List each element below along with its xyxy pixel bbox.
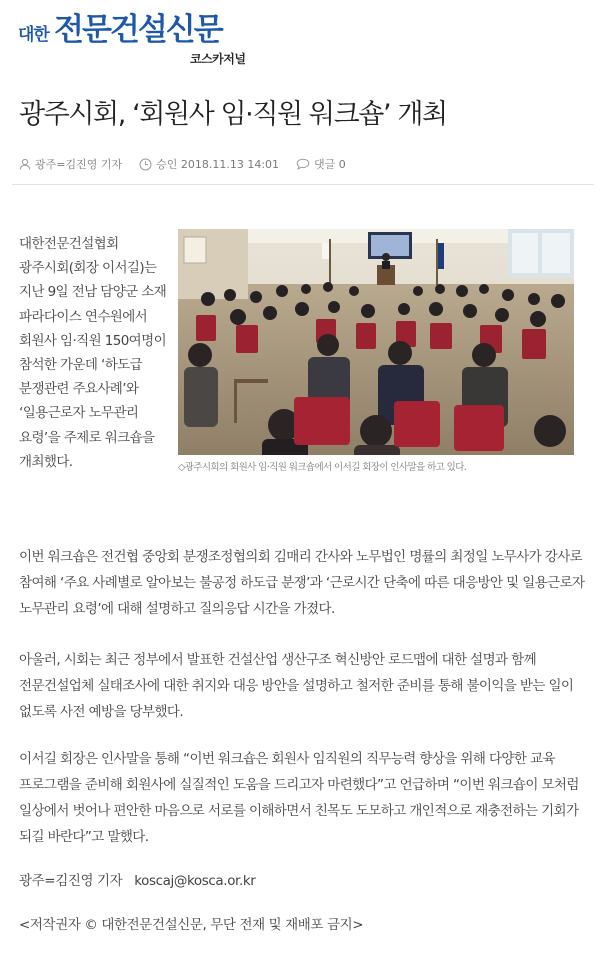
- logo-prefix: 대한: [18, 25, 49, 45]
- speech-bubble-icon: [296, 158, 310, 170]
- article-paragraph-3: 이서길 회장은 인사말을 통해 “이번 워크숍은 회원사 임직원의 직무능력 향상을 위해 다양한 교육 프로그램을 준비해 회원사에 실질적인 도움을 드리고자 마련했다”고 언급하며 “이번 워크숍이 모처럼 일상에서 벗어나 편안한 마음으로 서로를 이해하면서 친목도 도모하고 개인적으로 재충전하는 기회가 되길 바란다”고 말했다.: [19, 751, 579, 845]
- logo-title: 전문건설신문: [54, 12, 222, 48]
- masthead-logo[interactable]: [12, 10, 252, 68]
- article-paragraph-1: 이번 워크숍은 전건협 중앙회 분쟁조정협의회 김매리 간사와 노무법인 명률의 최정일 노무사가 강사로 참여해 ‘주요 사례별로 알아보는 불공정 하도급 분쟁’과 ‘근로시간 단축에 따른 대응방안 및 일용근로자 노무관리 요령’에 대해 설명하고 질의응답 시간을 가졌다.: [19, 549, 585, 617]
- meta-author-text: 광주=김진영 기자: [35, 158, 123, 171]
- article-paragraph-2: 아울러, 시회는 최근 정부에서 발표한 건설산업 생산구조 혁신방안 로드맵에 대한 설명과 함께 전문건설업체 실태조사에 대한 취지와 대응 방안을 설명하고 철저한 준비를 통해 불이익을 받는 일이 없도록 사전 예방을 당부했다.: [19, 652, 574, 720]
- header-divider: [12, 184, 594, 185]
- meta-date: [139, 156, 279, 172]
- byline-reporter: 광주=김진영 기자: [19, 873, 123, 889]
- meta-author: [19, 156, 122, 172]
- clock-icon: [139, 158, 152, 171]
- article-title: 광주시회, ‘회원사 임·직원 워크숍’ 개최: [19, 99, 447, 130]
- workshop-photo-illustration: [178, 229, 574, 455]
- article-byline: [19, 869, 263, 889]
- logo-subtitle: 코스카저널: [190, 52, 246, 66]
- meta-date-text: 승인 2018.11.13 14:01: [156, 158, 280, 171]
- article-meta: [19, 155, 363, 173]
- meta-comments[interactable]: [296, 156, 346, 172]
- article-photo[interactable]: [178, 229, 574, 455]
- meta-comments-text: 댓글 0: [314, 158, 346, 171]
- copyright-notice: <저작권자 © 대한전문건설신문, 무단 전재 및 재배포 금지>: [19, 917, 364, 933]
- article-lead-paragraph: 대한전문건설협회 광주시회(회장 이서길)는 지난 9일 전남 담양군 소재 파라다이스 연수원에서 회원사 임·직원 150여명이 참석한 가운데 ‘하도급 분쟁관련 주요사례’와 ‘일용근로자 노무관리 요령’을 주제로 워크숍을 개최했다.: [19, 236, 167, 470]
- user-icon: [19, 158, 31, 170]
- byline-email-link[interactable]: koscaj@kosca.or.kr: [134, 873, 256, 889]
- photo-caption: ◇광주시회의 회원사 임·직원 워크숍에서 이서길 회장이 인사말을 하고 있다.: [178, 462, 467, 473]
